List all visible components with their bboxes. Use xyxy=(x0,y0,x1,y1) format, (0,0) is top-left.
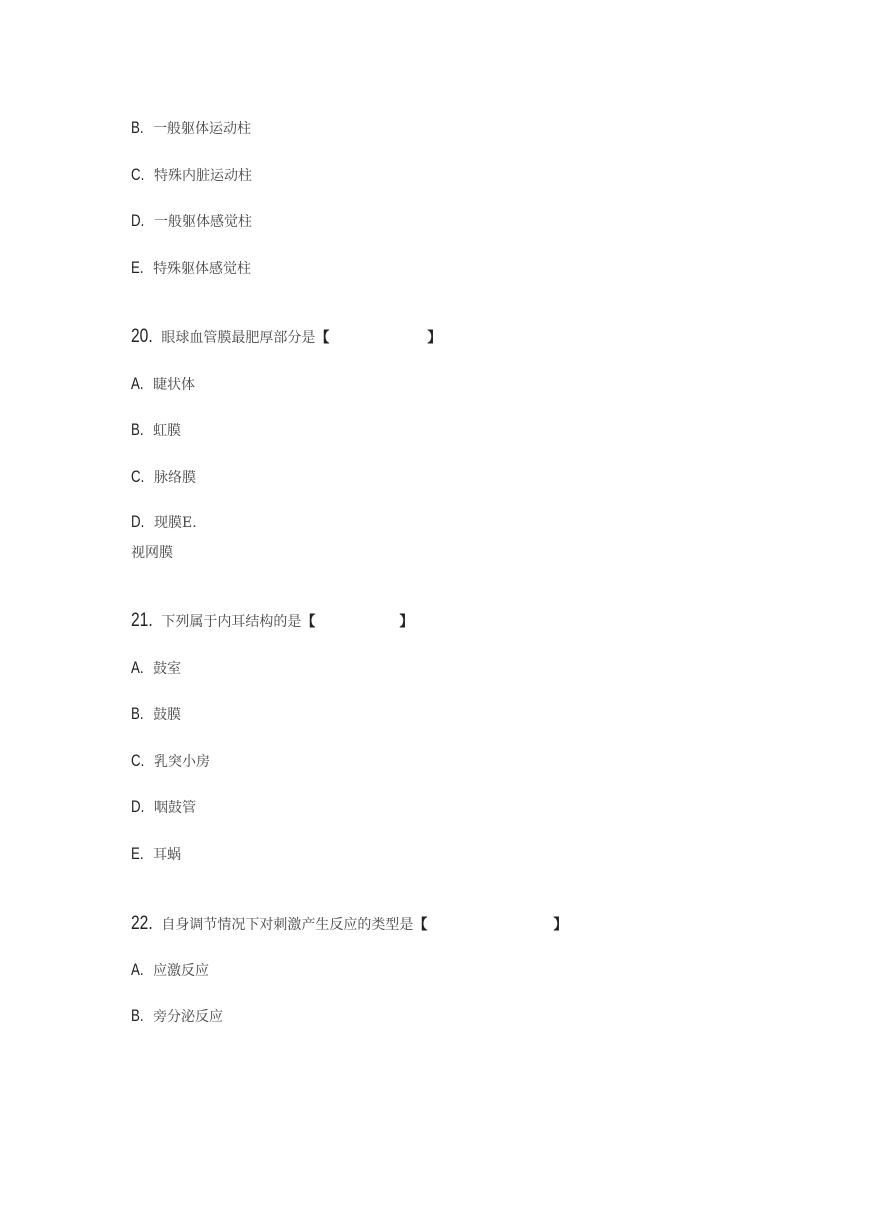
answer-bracket-close: 】 xyxy=(553,917,568,933)
q20-option-a xyxy=(131,372,195,396)
option-text: 旁分泌反应 xyxy=(153,1009,224,1025)
q22-option-a xyxy=(131,958,209,982)
option-text: 睫状体 xyxy=(153,377,196,393)
option-label: C. xyxy=(131,165,145,184)
option-label: C. xyxy=(131,467,145,486)
option-label: D. xyxy=(131,512,145,531)
option-text: 虹膜 xyxy=(153,423,182,439)
option-label: C. xyxy=(131,751,145,770)
q22-option-b xyxy=(131,1004,223,1028)
option-label: A. xyxy=(131,960,144,979)
q20-option-c xyxy=(131,465,196,489)
answer-bracket-close: 】 xyxy=(399,614,414,630)
q21-option-b xyxy=(131,702,181,726)
q20-option-b xyxy=(131,418,181,442)
question-number: 21. xyxy=(131,610,153,631)
option-text: 乳突小房 xyxy=(154,754,210,770)
q20-stem xyxy=(131,325,441,349)
q19-option-e xyxy=(131,256,251,280)
option-label: A. xyxy=(131,374,144,393)
option-label: E. xyxy=(131,844,144,863)
q22-stem xyxy=(131,912,567,936)
q21-option-c xyxy=(131,749,210,773)
answer-bracket-open: 【 xyxy=(315,330,330,346)
answer-bracket-close: 】 xyxy=(427,330,442,346)
option-text: 应激反应 xyxy=(153,963,210,979)
option-label: D. xyxy=(131,797,145,816)
option-text: 一般躯体运动柱 xyxy=(153,121,252,137)
q21-option-e xyxy=(131,842,181,866)
option-text: 脉络膜 xyxy=(154,470,196,486)
option-label: A. xyxy=(131,658,144,677)
option-text: 鼓膜 xyxy=(153,707,182,723)
continuation-text: 视网膜 xyxy=(131,545,173,561)
question-text: 下列属于内耳结构的是 xyxy=(161,614,302,630)
q19-option-b xyxy=(131,116,251,140)
option-label: B. xyxy=(131,1006,144,1025)
option-label: D. xyxy=(131,211,145,230)
question-text: 自身调节情况下对刺激产生反应的类型是 xyxy=(161,917,414,933)
option-label: E. xyxy=(131,258,144,277)
option-text: 一般躯体感觉柱 xyxy=(154,214,252,230)
option-text: 特殊内脏运动柱 xyxy=(154,168,252,184)
question-number: 20. xyxy=(131,326,153,347)
q20-continuation xyxy=(131,541,173,565)
option-label: B. xyxy=(131,420,144,439)
question-text: 眼球血管膜最肥厚部分是 xyxy=(161,330,316,346)
q19-option-c xyxy=(131,163,252,187)
answer-bracket-open: 【 xyxy=(413,917,428,933)
q19-option-d xyxy=(131,209,252,233)
option-text: 咽鼓管 xyxy=(154,800,196,816)
answer-bracket-open: 【 xyxy=(301,614,316,630)
q20-option-d xyxy=(131,510,197,534)
q21-option-d xyxy=(131,795,196,819)
question-number: 22. xyxy=(131,913,153,934)
option-text: 鼓室 xyxy=(153,661,182,677)
option-label: B. xyxy=(131,118,144,137)
option-text: 耳蜗 xyxy=(153,847,182,863)
option-text: 现膜E. xyxy=(154,515,197,531)
option-label: B. xyxy=(131,704,144,723)
q21-option-a xyxy=(131,656,181,680)
option-text: 特殊躯体感觉柱 xyxy=(153,261,252,277)
q21-stem xyxy=(131,609,413,633)
